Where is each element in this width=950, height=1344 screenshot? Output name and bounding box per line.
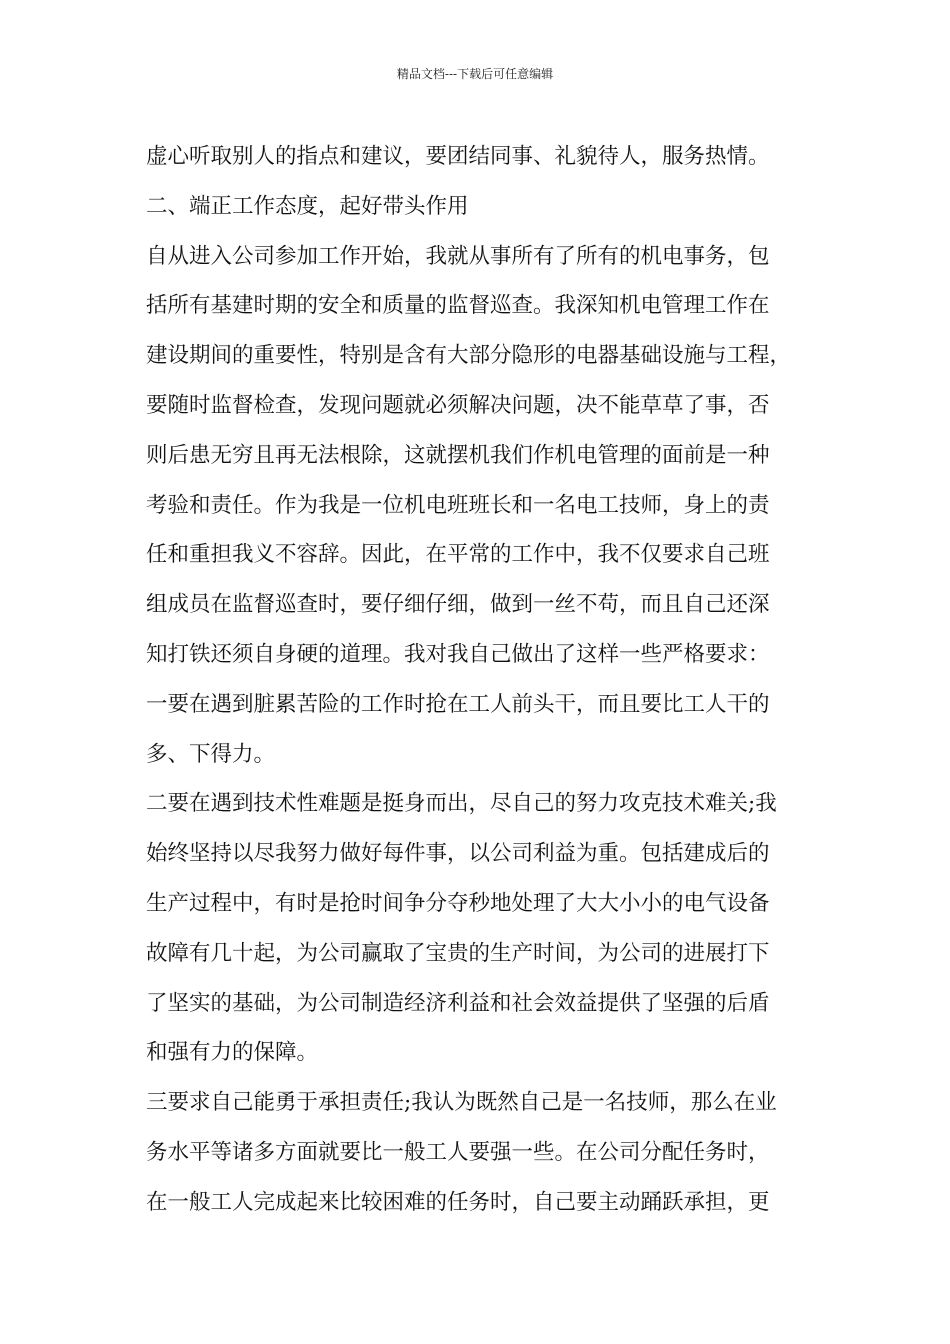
text-line: 任和重担我义不容辞。因此，在平常的工作中，我不仅要求自己班 <box>146 542 770 568</box>
text-line: 务水平等诸多方面就要比一般工人要强一些。在公司分配任务时， <box>146 1139 770 1165</box>
text-line: 建设期间的重要性，特别是含有大部分隐形的电器基础设施与工程， <box>146 343 792 369</box>
text-line: 虚心听取别人的指点和建议，要团结同事、礼貌待人，服务热情。 <box>146 144 770 169</box>
section-heading: 二、端正工作态度，起好带头作用 <box>146 193 469 219</box>
text-line: 三要求自己能勇于承担责任;我认为既然自己是一名技师，那么在业 <box>146 1090 777 1116</box>
text-line: 括所有基建时期的安全和质量的监督巡查。我深知机电管理工作在 <box>146 293 770 319</box>
text-line: 始终坚持以尽我努力做好每件事，以公司利益为重。包括建成后的 <box>146 841 770 867</box>
text-line: 二要在遇到技术性难题是挺身而出，尽自己的努力攻克技术难关;我 <box>146 791 777 817</box>
text-line: 在一般工人完成起来比较困难的任务时，自己要主动踊跃承担，更 <box>146 1189 770 1215</box>
text-line: 一要在遇到脏累苦险的工作时抢在工人前头干，而且要比工人干的 <box>146 691 770 717</box>
text-line: 和强有力的保障。 <box>146 1040 319 1066</box>
text-line: 了坚实的基础，为公司制造经济利益和社会效益提供了坚强的后盾 <box>146 990 770 1016</box>
text-line: 多、下得力。 <box>146 741 276 767</box>
text-line: 生产过程中，有时是抢时间争分夺秒地处理了大大小小的电气设备 <box>146 890 770 916</box>
text-line: 考验和责任。作为我是一位机电班班长和一名电工技师，身上的责 <box>146 492 770 518</box>
page-header: 精品文档---下载后可任意编辑 <box>396 67 554 81</box>
text-line: 故障有几十起，为公司赢取了宝贵的生产时间，为公司的进展打下 <box>146 940 770 966</box>
text-line: 组成员在监督巡查时，要仔细仔细，做到一丝不苟，而且自己还深 <box>146 592 770 618</box>
text-line: 要随时监督检查，发现问题就必须解决问题，决不能草草了事，否 <box>146 392 770 418</box>
text-line: 知打铁还须自身硬的道理。我对我自己做出了这样一些严格要求： <box>146 641 770 667</box>
document-body <box>146 132 818 1228</box>
text-line: 自从进入公司参加工作开始，我就从事所有了所有的机电事务，包 <box>146 243 770 269</box>
text-line: 则后患无穷且再无法根除，这就摆机我们作机电管理的面前是一种 <box>146 442 770 468</box>
